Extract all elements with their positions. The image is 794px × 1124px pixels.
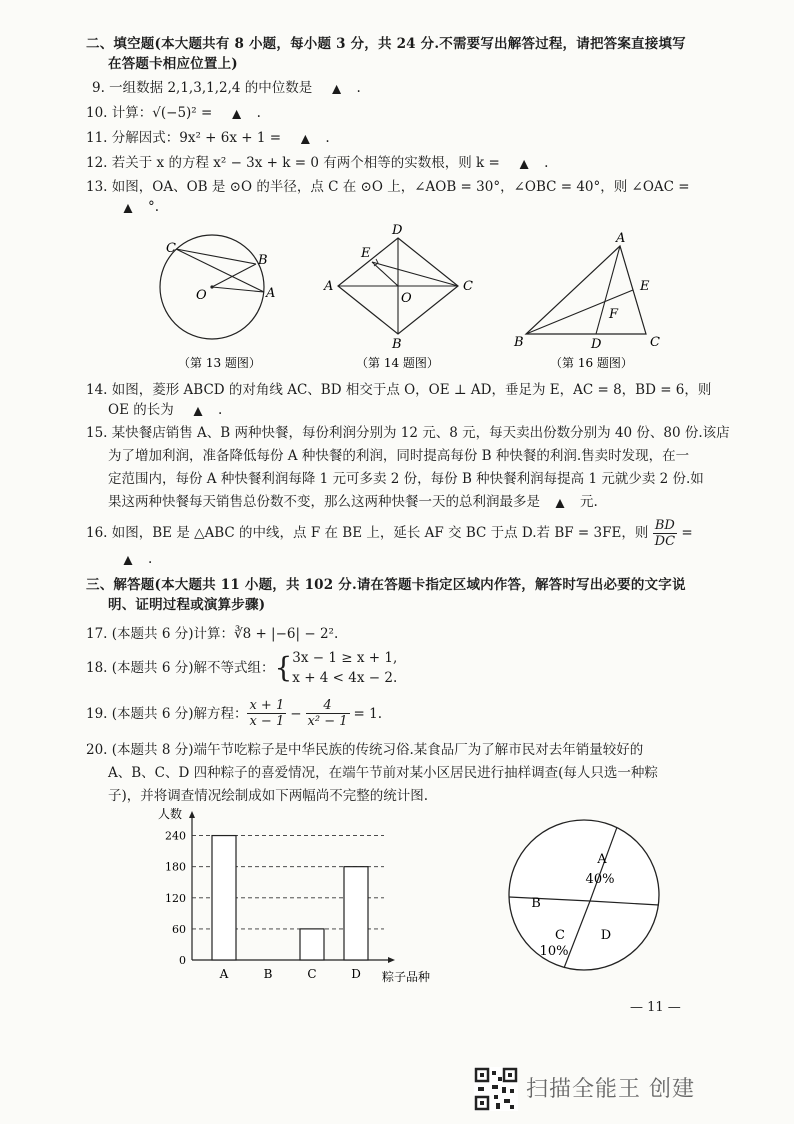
question-10-text: 10. 计算：√(−5)² = [86, 105, 213, 121]
pie-slice-label: B [531, 896, 541, 911]
figure-14 [323, 223, 473, 352]
y-tick-label: 180 [165, 860, 186, 874]
question-9-text: 9. 一组数据 2,1,3,1,2,4 的中位数是 [92, 80, 313, 96]
y-tick-label: 120 [165, 891, 186, 905]
fig14-label: D [392, 223, 403, 238]
fraction-1 [247, 698, 286, 729]
fig13-label: B [258, 253, 268, 268]
fig16-label: E [640, 279, 650, 294]
section-3-title-line1: 三、解答题(本大题共 11 小题，共 102 分.请在答题卡指定区域内作答，解答时写出必要的文字说 [86, 577, 686, 593]
fraction-numerator: x + 1 [249, 698, 285, 713]
answer-blank: ▲ [519, 157, 529, 170]
question-14: 14. 如图，菱形 ABCD 的对角线 AC、BD 相交于点 O，OE ⊥ AD，垂足为 E，AC = 8，BD = 6，则 OE 的长为 ▲ . [86, 380, 711, 421]
answer-blank: ▲ [332, 82, 341, 95]
section-2-title [86, 34, 766, 74]
answer-blank: ▲ [123, 201, 133, 214]
y-tick-label: 0 [179, 954, 186, 967]
question-16: 16. 如图，BE 是 △ABC 的中线，点 F 在 BE 上，延长 AF 交 BC 于点 D.若 BF = 3FE，则 $\frac{BD}{DC}$ = ▲ . [86, 518, 693, 570]
fraction-denominator: x² − 1 [307, 714, 348, 729]
question-19-text: 19. (本题共 6 分)解方程： [86, 705, 248, 722]
x-tick-label: B [263, 967, 273, 981]
question-16-text: 16. 如图，BE 是 △ABC 的中线，点 F 在 BE 上，延长 AF 交 BC 于点 D.若 BF = 3FE，则 [86, 525, 649, 541]
footer-watermark: 扫描全能王 创建 [526, 1077, 695, 1102]
fig16-label: A [616, 231, 626, 246]
question-20 [86, 740, 658, 806]
question-15 [86, 423, 730, 513]
x-tick-label: D [351, 967, 361, 981]
section-2-title-line2: 在答题卡相应位置上) [108, 56, 238, 72]
pie-chart [500, 815, 700, 985]
question-12: 12. 若关于 x 的方程 x² − 3x + k = 0 有两个相等的实数根，则 k = ▲ . [86, 153, 548, 174]
y-axis-arrow [189, 811, 195, 818]
x-tick-label: C [307, 967, 317, 981]
inequality-1: 3x − 1 ≥ x + 1, [292, 650, 398, 666]
answer-blank: ▲ [123, 553, 133, 566]
question-13 [86, 177, 690, 218]
question-19 [86, 698, 382, 729]
inequality-2: x + 4 < 4x − 2. [292, 670, 398, 686]
question-18 [86, 648, 397, 688]
unit-yuan: 元. [580, 494, 598, 510]
question-11-text: 11. 分解因式：9x² + 6x + 1 = [86, 130, 282, 146]
answer-blank: ▲ [232, 107, 241, 120]
pie-slice-label: A [597, 852, 607, 867]
brace-symbol: { [274, 651, 293, 684]
fig14-label: O [401, 291, 412, 306]
question-15-line2: 为了增加利润，准备降低每份 A 种快餐的利润，同时提高每份 B 种快餐的利润.售卖时发现，在一 [108, 448, 690, 464]
fraction-numerator: BD [653, 518, 677, 534]
question-11: 11. 分解因式：9x² + 6x + 1 = ▲ . [86, 128, 330, 149]
x-tick-label: A [219, 967, 229, 981]
pie-slice-value: 40% [585, 872, 615, 887]
fig13-label: C [166, 241, 176, 256]
question-9: 9. 一组数据 2,1,3,1,2,4 的中位数是 ▲ . [92, 78, 361, 99]
minus-sign: − [290, 705, 302, 722]
fig16-label: F [609, 307, 619, 322]
figure-13 [160, 235, 275, 339]
bar-chart-ylabel: 人数 [158, 807, 183, 821]
question-18-text: 18. (本题共 6 分)解不等式组： [86, 660, 275, 676]
question-20-line3: 子)，并将调查情况绘制成如下两幅尚不完整的统计图. [108, 788, 429, 804]
pie-slice-label: D [600, 928, 612, 943]
fraction-denominator: x − 1 [249, 714, 285, 729]
answer-blank: ▲ [301, 132, 310, 145]
pie-outline [509, 820, 659, 970]
answer-blank: ▲ [193, 404, 203, 417]
ratio-fraction [653, 518, 677, 549]
qr-code-icon [474, 1067, 518, 1111]
fig14-label: B [392, 337, 402, 352]
fig14-label: C [463, 279, 473, 294]
fig14-label: A [324, 279, 334, 294]
x-axis-arrow [388, 957, 395, 963]
answer-blank: ▲ [555, 496, 565, 509]
bar [344, 867, 368, 960]
section-2-title-line1: 二、填空题(本大题共有 8 小题，每小题 3 分，共 24 分.不需要写出解答过程，请把答案直接填写 [86, 36, 686, 52]
question-14-text-2: OE 的长为 [108, 402, 174, 418]
fig16-label: C [650, 335, 660, 350]
question-20-line2: A、B、C、D 四种粽子的喜爱情况，在端午节前对某小区居民进行抽样调查(每人只选一种粽 [108, 765, 658, 781]
fig14-caption: （第 14 题图） [356, 356, 439, 370]
pie-slice-value: 10% [539, 944, 569, 959]
pie-slice-label: C [555, 928, 565, 943]
fraction-2 [306, 698, 350, 729]
question-15-line4: 果这两种快餐每天销售总份数不变，那么这两种快餐一天的总利润最多是 [108, 494, 540, 510]
question-10: 10. 计算：√(−5)² = ▲ . [86, 103, 261, 124]
question-17: 17. (本题共 6 分)计算：∛8 + |−6| − 2². [86, 626, 339, 642]
fraction-denominator: DC [654, 534, 676, 549]
question-14-text: 14. 如图，菱形 ABCD 的对角线 AC、BD 相交于点 O，OE ⊥ AD，垂足为 E，AC = 8，BD = 6，则 [86, 382, 712, 398]
bar-chart-xlabel: 粽子品种 [382, 970, 431, 984]
fig13-caption: （第 13 题图） [178, 356, 261, 370]
figure-16 [513, 231, 660, 352]
bar-chart [150, 800, 450, 985]
page-number: — 11 — [630, 1000, 681, 1015]
question-15-line1: 15. 某快餐店销售 A、B 两种快餐，每份利润分别为 12 元、8 元，每天卖出份数分别为 40 份、80 份.该店 [86, 425, 730, 441]
equals-sign: = [681, 525, 693, 541]
fig16-label: D [591, 337, 602, 352]
fig13-label: A [266, 286, 276, 301]
fig16-label: B [514, 335, 524, 350]
fig16-caption: （第 16 题图） [550, 356, 633, 370]
fig13-label: O [196, 288, 207, 303]
y-tick-label: 240 [165, 829, 186, 843]
bar [212, 836, 236, 960]
y-tick-label: 60 [172, 922, 186, 936]
section-3-title-line2: 明、证明过程或演算步骤) [108, 597, 266, 613]
fig14-label: E [361, 246, 371, 261]
equation-rhs: = 1. [353, 705, 383, 722]
question-15-line3: 定范围内，每份 A 种快餐利润每降 1 元可多卖 2 份，每份 B 种快餐利润每提高 1 元就少卖 2 份.如 [108, 471, 704, 487]
question-12-text: 12. 若关于 x 的方程 x² − 3x + k = 0 有两个相等的实数根，则 k = [86, 155, 500, 171]
fraction-numerator: 4 [306, 698, 350, 714]
bar [300, 929, 324, 960]
section-3-title [86, 575, 766, 615]
degree-suffix: °. [148, 199, 160, 215]
question-20-line1: 20. (本题共 8 分)端午节吃粽子是中华民族的传统习俗.某食品厂为了解市民对去年销量较好的 [86, 742, 644, 758]
question-13-text: 13. 如图，OA、OB 是 ⊙O 的半径，点 C 在 ⊙O 上，∠AOB = 30°，∠OBC = 40°，则 ∠OAC = [86, 179, 690, 195]
figures-row [150, 222, 690, 372]
